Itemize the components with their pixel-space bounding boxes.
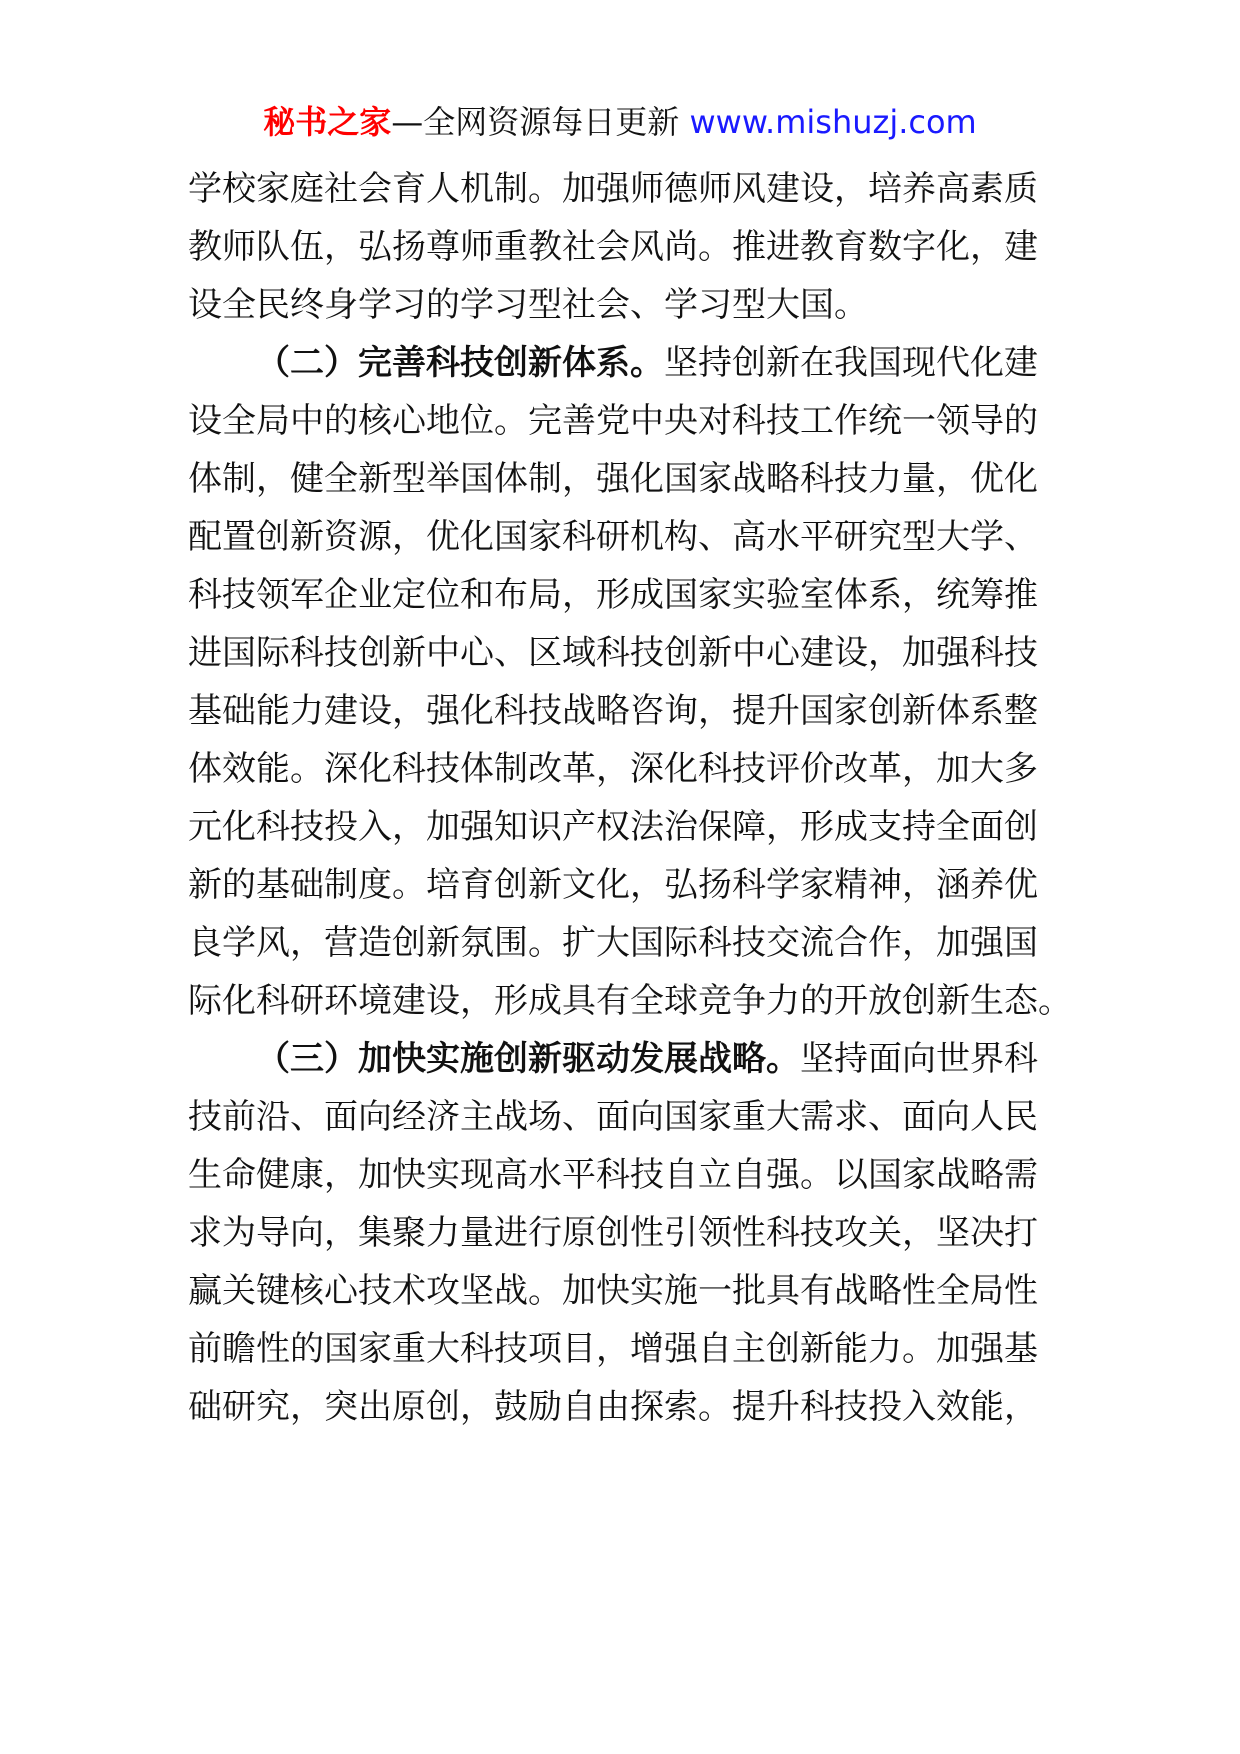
header-url[interactable]: www.mishuzj.com — [689, 103, 977, 141]
text-line: 配置创新资源，优化国家科研机构、高水平研究型大学、 — [188, 517, 1038, 557]
text-line: 良学风，营造创新氛围。扩大国际科技交流合作，加强国 — [188, 923, 1038, 963]
section-heading: （二）完善科技创新体系。 — [256, 343, 664, 383]
text-line: 求为导向，集聚力量进行原创性引领性科技攻关，坚决打 — [188, 1213, 1038, 1253]
text-line: 体制，健全新型举国体制，强化国家战略科技力量，优化 — [188, 459, 1038, 499]
text-line: 前瞻性的国家重大科技项目，增强自主创新能力。加强基 — [188, 1329, 1038, 1369]
header-tagline: —全网资源每日更新 — [391, 103, 680, 141]
text-line: 新的基础制度。培育创新文化，弘扬科学家精神，涵养优 — [188, 865, 1038, 905]
text-line: 基础能力建设，强化科技战略咨询，提升国家创新体系整 — [188, 691, 1038, 731]
section-heading-line: （三）加快实施创新驱动发展战略。坚持面向世界科 — [256, 1039, 1038, 1079]
text-line: 元化科技投入，加强知识产权法治保障，形成支持全面创 — [188, 807, 1038, 847]
text-line: 础研究，突出原创，鼓励自由探索。提升科技投入效能， — [188, 1387, 1038, 1427]
text-line: 学校家庭社会育人机制。加强师德师风建设，培养高素质 — [188, 169, 1038, 209]
text-line: 技前沿、面向经济主战场、面向国家重大需求、面向人民 — [188, 1097, 1038, 1137]
text-line: 设全局中的核心地位。完善党中央对科技工作统一领导的 — [188, 401, 1038, 441]
brand-name: 秘书之家 — [263, 103, 392, 141]
text-line: 体效能。深化科技体制改革，深化科技评价改革，加大多 — [188, 749, 1038, 789]
text-line: 教师队伍，弘扬尊师重教社会风尚。推进教育数字化，建 — [188, 227, 1038, 267]
section-heading-line: （二）完善科技创新体系。坚持创新在我国现代化建 — [256, 343, 1038, 383]
text-line: 生命健康，加快实现高水平科技自立自强。以国家战略需 — [188, 1155, 1038, 1195]
section-heading: （三）加快实施创新驱动发展战略。 — [256, 1039, 800, 1079]
page-header — [0, 98, 1240, 146]
text-line: 赢关键核心技术攻坚战。加快实施一批具有战略性全局性 — [188, 1271, 1038, 1311]
text-line: 际化科研环境建设，形成具有全球竞争力的开放创新生态。 — [188, 981, 1072, 1021]
text-line: 设全民终身学习的学习型社会、学习型大国。 — [188, 285, 868, 325]
text-line: 进国际科技创新中心、区域科技创新中心建设，加强科技 — [188, 633, 1038, 673]
text-line: 科技领军企业定位和布局，形成国家实验室体系，统筹推 — [188, 575, 1038, 615]
